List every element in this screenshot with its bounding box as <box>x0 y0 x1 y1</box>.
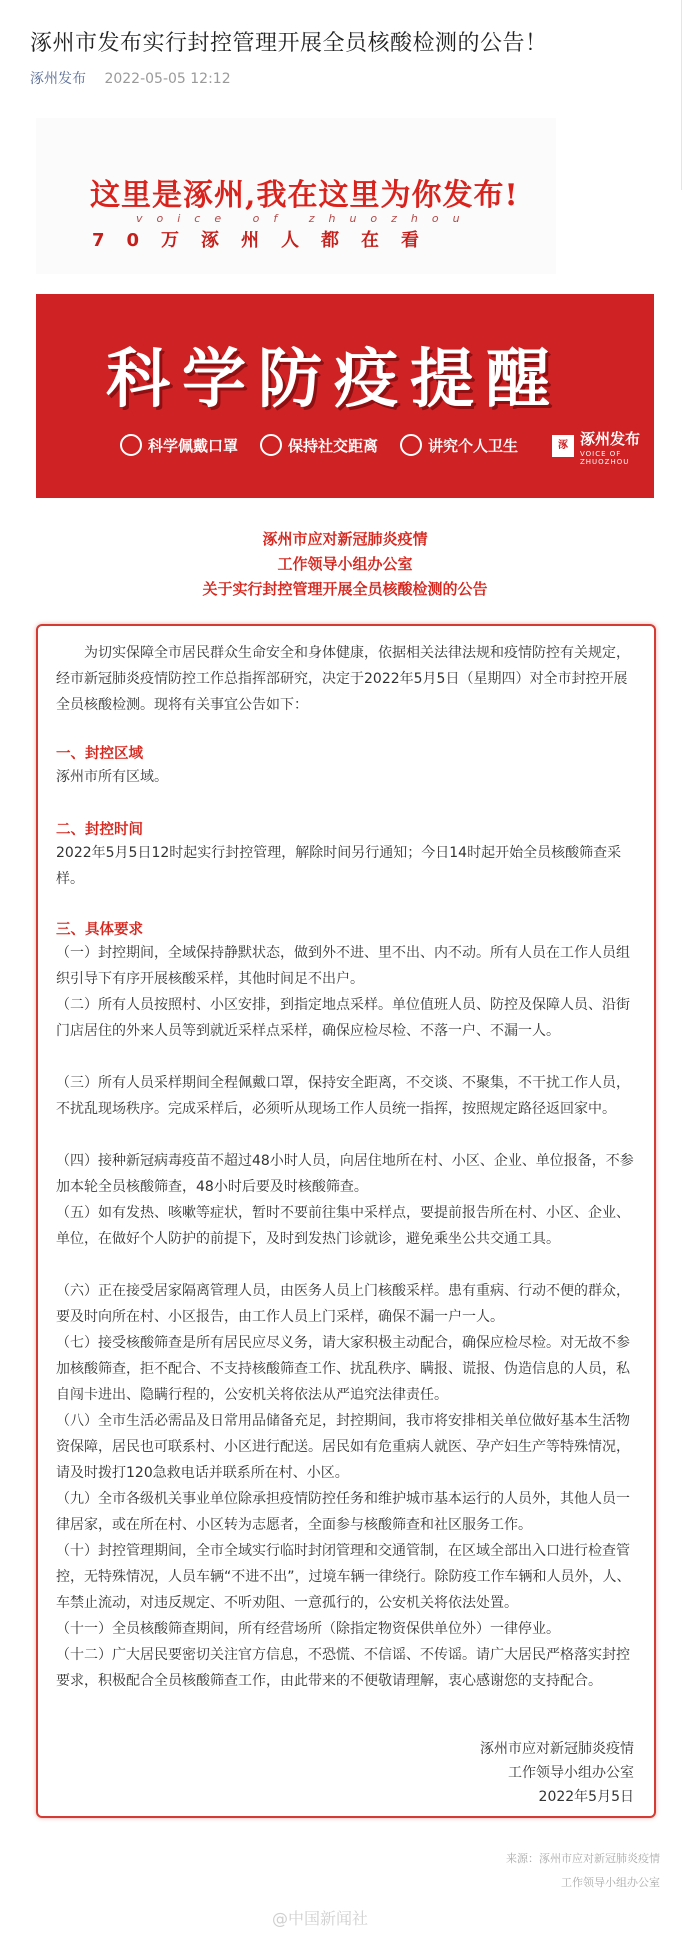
requirement-item: （十一）全员核酸筛查期间，所有经营场所（除指定物资保供单位外）一律停业。 <box>56 1621 560 1637</box>
requirement-item: （十二）广大居民要密切关注官方信息，不恐慌、不信谣、不传谣。请广大居民严格落实封控要求，积极配合全员核酸筛查工作，由此带来的不便敬请理解，衷心感谢您的支持配合。 <box>56 1647 630 1689</box>
source-note-line2: 工作领导小组办公室 <box>561 1876 660 1889</box>
signature-line2: 工作领导小组办公室 <box>508 1765 634 1781</box>
article-title: 涿州市发布实行封控管理开展全员核酸检测的公告！ <box>30 31 548 56</box>
banner1-sub: 70万涿州人都在看 <box>92 230 442 251</box>
banner2-headline: 科学防疫提醒 <box>106 342 562 417</box>
watermark: @中国新闻社 <box>272 1909 369 1928</box>
banner-reminder <box>36 294 654 498</box>
hygiene-icon <box>400 434 422 456</box>
article-header <box>0 0 690 96</box>
doc-header-line2: 工作领导小组办公室 <box>277 555 413 573</box>
banner2-item: 讲究个人卫生 <box>400 434 518 456</box>
requirement-item: （二）所有人员按照村、小区安排，到指定地点采样。单位值班人员、防控及保障人员、沿街门店居住的外来人员等到就近采样点采样，确保应检尽检、不落一户、不漏一人。 <box>56 997 630 1039</box>
banner2-items <box>120 434 518 456</box>
article-meta <box>30 68 231 88</box>
section-title-2: 二、封控时间 <box>56 822 143 838</box>
article-time: 2022-05-05 12:12 <box>104 71 231 87</box>
notice-intro: 为切实保障全市居民群众生命安全和身体健康，依据相关法律法规和疫情防控有关规定，经市新冠肺炎疫情防控工作总指挥部研究，决定于2022年5月5日（星期四）对全市封控开展全员核酸检测。现将有关事宜公告如下： <box>56 645 630 713</box>
distance-icon <box>260 434 282 456</box>
section-body-2: 2022年5月5日12时起实行封控管理，解除时间另行通知；今日14时起开始全员核酸筛查采样。 <box>56 845 622 887</box>
article-source-link[interactable]: 涿州发布 <box>30 71 86 87</box>
doc-header-line1: 涿州市应对新冠肺炎疫情 <box>262 530 428 548</box>
section-title-1: 一、封控区域 <box>56 746 143 762</box>
requirement-item: （一）封控期间，全域保持静默状态，做到外不进、里不出、内不动。所有人员在工作人员组织引导下有序开展核酸采样，其他时间足不出户。 <box>56 945 630 987</box>
mask-icon <box>120 434 142 456</box>
banner-zhuozhou <box>36 118 556 274</box>
requirement-item: （三）所有人员采样期间全程佩戴口罩，保持安全距离，不交谈、不聚集，不干扰工作人员，不扰乱现场秩序。完成采样后，必须听从现场工作人员统一指挥，按照规定路径返回家中。 <box>56 1075 630 1117</box>
banner2-logo: 涿 涿州发布 VOICE OF ZHUOZHOU <box>552 428 640 457</box>
requirement-item: （五）如有发热、咳嗽等症状，暂时不要前往集中采样点，要提前报告所在村、小区、企业、单位，在做好个人防护的前提下，及时到发热门诊就诊，避免乘坐公共交通工具。 <box>56 1205 630 1247</box>
section-body-1: 涿州市所有区域。 <box>56 769 168 785</box>
signature-date: 2022年5月5日 <box>538 1789 634 1805</box>
signature-line1: 涿州市应对新冠肺炎疫情 <box>480 1741 634 1757</box>
requirement-item: （六）正在接受居家隔离管理人员，由医务人员上门核酸采样。患有重病、行动不便的群众，要及时向所在村、小区报告，由工作人员上门采样，确保不漏一户一人。 <box>56 1283 630 1325</box>
banner2-logo-sub: VOICE OF ZHUOZHOU <box>579 450 630 466</box>
banner1-voice: voice of zhuozhou <box>136 212 474 225</box>
requirement-item: （八）全市生活必需品及日常用品储备充足，封控期间，我市将安排相关单位做好基本生活物资保障，居民也可联系村、小区进行配送。居民如有危重病人就医、孕产妇生产等特殊情况，请及时拨打120急救电话并联系所在村、小区。 <box>56 1413 630 1481</box>
side-bar <box>681 0 690 190</box>
requirement-item: （四）接种新冠病毒疫苗不超过48小时人员，向居住地所在村、小区、企业、单位报备，不参加本轮全员核酸筛查，48小时后要及时核酸筛查。 <box>56 1153 634 1195</box>
source-note-line1: 来源：涿州市应对新冠肺炎疫情 <box>506 1852 660 1865</box>
banner2-item: 科学佩戴口罩 <box>120 434 238 456</box>
section-title-3: 三、具体要求 <box>56 922 143 938</box>
doc-header-line3: 关于实行封控管理开展全员核酸检测的公告 <box>202 580 488 598</box>
requirement-item: （九）全市各级机关事业单位除承担疫情防控任务和维护城市基本运行的人员外，其他人员一律居家，或在所在村、小区转为志愿者，全面参与核酸筛查和社区服务工作。 <box>56 1491 630 1533</box>
logo-icon: 涿 <box>552 435 574 457</box>
banner2-item: 保持社交距离 <box>260 434 378 456</box>
banner1-headline: 这里是涿州,我在这里为你发布! <box>90 178 519 213</box>
requirement-item: （七）接受核酸筛查是所有居民应尽义务，请大家积极主动配合，确保应检尽检。对无故不参加核酸筛查，拒不配合、不支持核酸筛查工作、扰乱秩序、瞒报、谎报、伪造信息的人员，私自闯卡进出、隐瞒行程的，公安机关将依法从严追究法律责任。 <box>56 1335 630 1403</box>
requirement-item: （十）封控管理期间，全市全域实行临时封闭管理和交通管制，在区域全部出入口进行检查管控，无特殊情况，人员车辆“不进不出”，过境车辆一律绕行。除防疫工作车辆和人员外，人、车禁止流动，对违反规定、不听劝阻、一意孤行的，公安机关将依法处置。 <box>56 1543 631 1611</box>
